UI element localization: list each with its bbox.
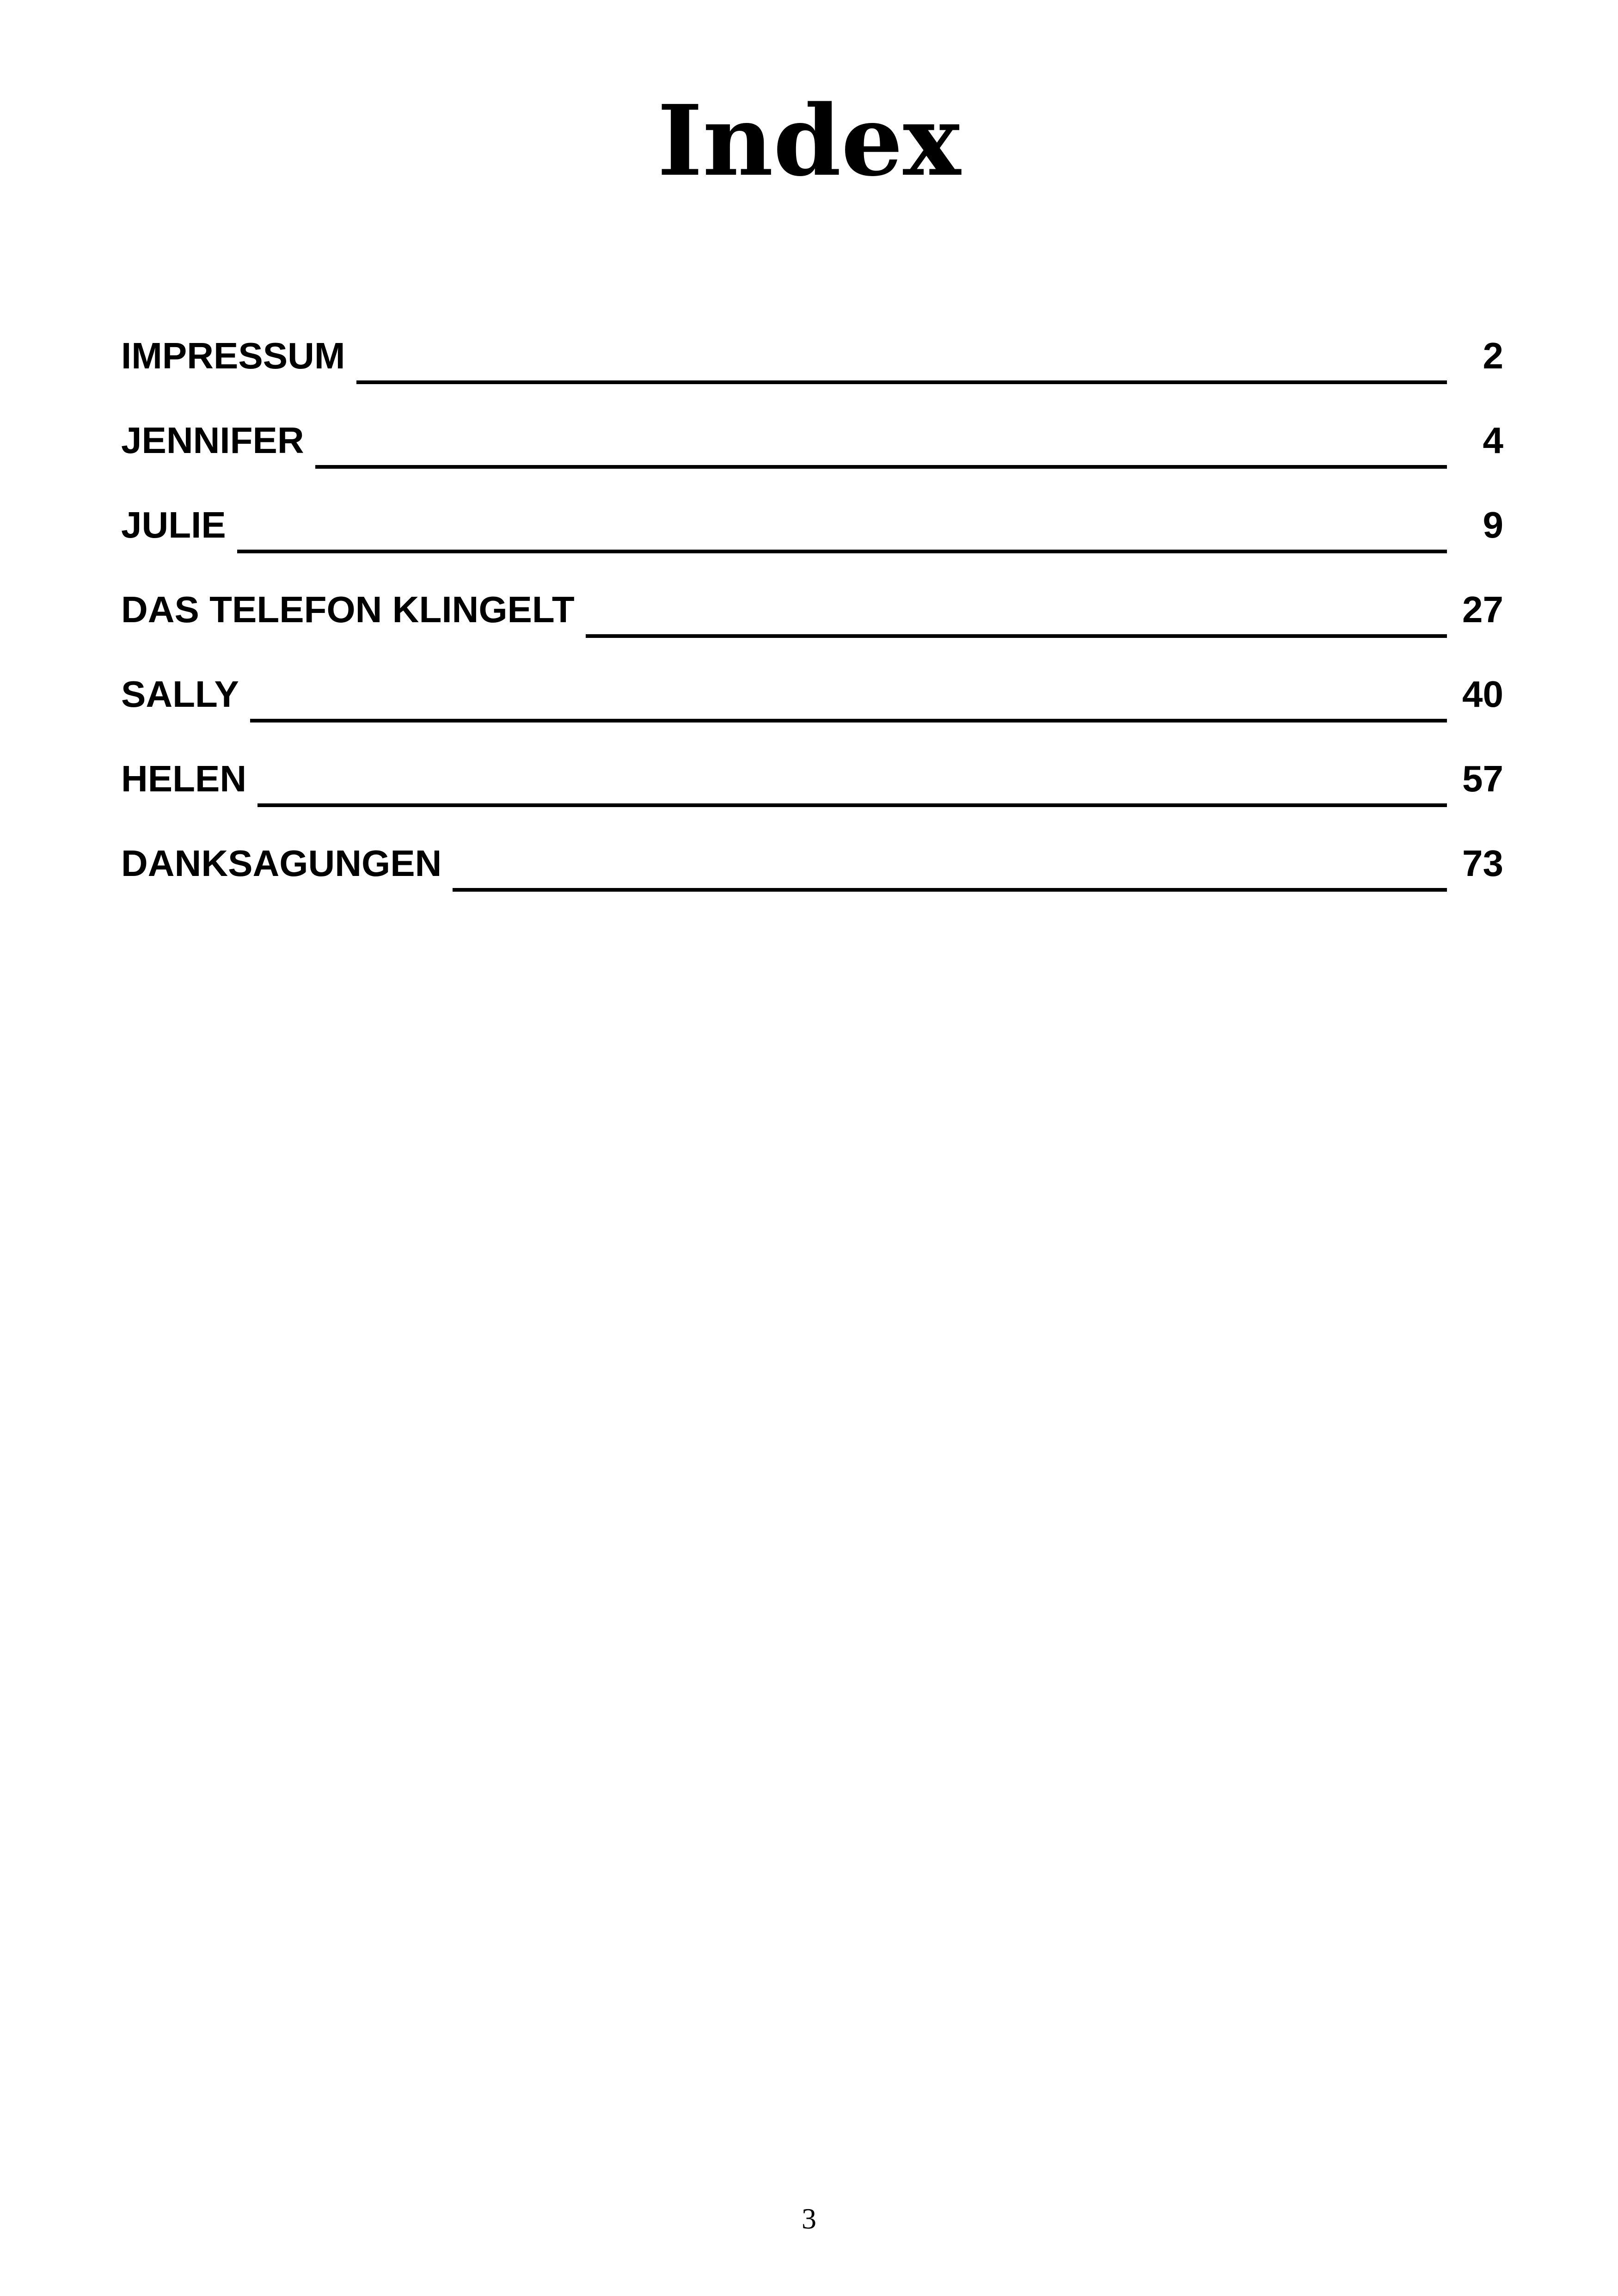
toc-entry-sally[interactable] <box>121 671 1503 756</box>
toc-entry-page: 40 <box>1462 673 1503 715</box>
page-title: Index <box>657 84 961 198</box>
toc-entry-danksagungen[interactable] <box>121 840 1503 925</box>
toc-entry-label: JENNIFER <box>121 420 304 461</box>
toc-entry-label: DAS TELEFON KLINGELT <box>121 589 575 630</box>
toc-entry-label: SALLY <box>121 673 239 715</box>
toc-leader-line <box>237 550 1447 553</box>
toc-entry-label: JULIE <box>121 504 226 545</box>
toc-entry-julie[interactable] <box>121 502 1503 587</box>
toc-entry-page: 57 <box>1462 758 1503 799</box>
page-number: 3 <box>802 2202 816 2235</box>
toc-leader-line <box>257 803 1447 807</box>
toc-entry-das-telefon-klingelt[interactable] <box>121 587 1503 671</box>
toc-leader-line <box>315 465 1447 469</box>
toc-entry-label: DANKSAGUNGEN <box>121 843 442 884</box>
toc-entry-label: IMPRESSUM <box>121 335 345 376</box>
toc-entry-page: 2 <box>1483 335 1503 376</box>
toc-entry-page: 9 <box>1483 504 1503 545</box>
toc-entry-label: HELEN <box>121 758 247 799</box>
toc-leader-line <box>453 888 1447 892</box>
toc-entry-jennifer[interactable] <box>121 417 1503 502</box>
toc-leader-line <box>356 380 1447 384</box>
table-of-contents <box>121 333 1503 925</box>
toc-leader-line <box>250 719 1447 722</box>
toc-entry-impressum[interactable] <box>121 333 1503 417</box>
toc-entry-helen[interactable] <box>121 756 1503 840</box>
toc-entry-page: 27 <box>1462 589 1503 630</box>
toc-entry-page: 4 <box>1483 420 1503 461</box>
toc-leader-line <box>586 634 1447 638</box>
toc-entry-page: 73 <box>1462 843 1503 884</box>
